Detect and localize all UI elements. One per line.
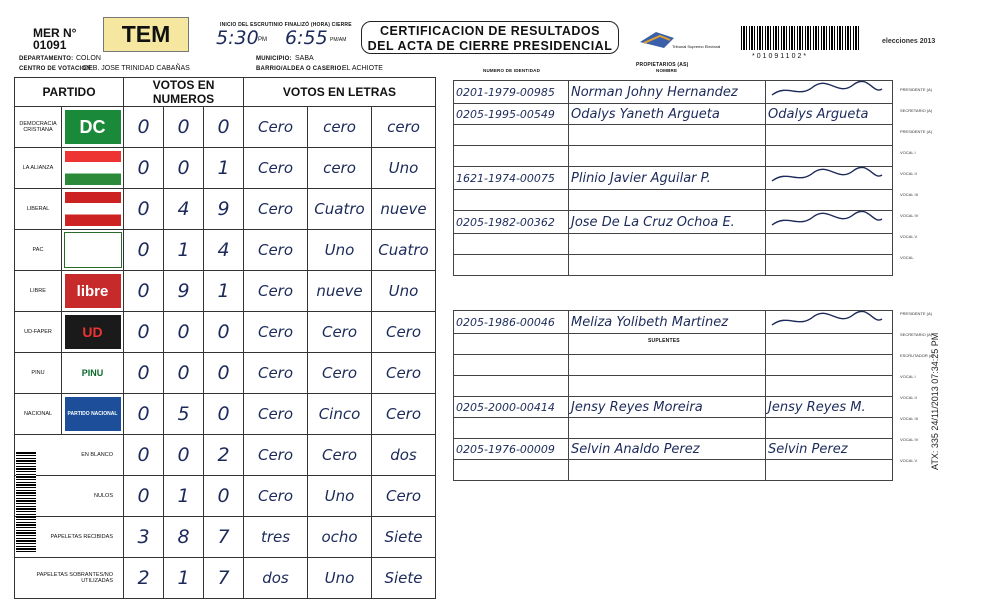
- member-signature: [766, 376, 893, 397]
- member-id: 0205-1986-00046: [454, 311, 569, 334]
- vote-digit: 4: [204, 230, 244, 271]
- role-label: SECRETARIO (A): [900, 107, 933, 113]
- vote-digit: 0: [204, 107, 244, 148]
- vote-word: nueve: [308, 271, 372, 312]
- departamento-label: DEPARTAMENTO:: [19, 56, 74, 62]
- vote-word: Uno: [308, 558, 372, 599]
- member-id: [454, 146, 569, 167]
- member-signature: [766, 81, 893, 104]
- vote-digit: 0: [124, 394, 164, 435]
- role-label: VOCAL II: [900, 394, 917, 400]
- member-id: [454, 125, 569, 146]
- member-signature: [766, 334, 893, 355]
- vote-word: Cero: [244, 230, 308, 271]
- vote-word: Cero: [372, 394, 436, 435]
- member-signature: Jensy Reyes M.: [766, 397, 893, 418]
- member-name: Jose De La Cruz Ochoa E.: [569, 211, 766, 234]
- results-table: [14, 77, 436, 599]
- member-signature: [766, 418, 893, 439]
- role-label: VOCAL V: [900, 457, 918, 463]
- member-name: [569, 190, 766, 211]
- member-id: [454, 190, 569, 211]
- signature-scribble: [768, 311, 886, 329]
- vote-word: dos: [244, 558, 308, 599]
- member-signature: Odalys Argueta: [766, 104, 893, 125]
- vote-digit: 9: [164, 271, 204, 312]
- member-row: [454, 146, 893, 167]
- party-name: LA ALIANZA: [15, 148, 62, 189]
- member-row: [454, 355, 893, 376]
- elecciones-logo: elecciones 2013: [882, 38, 936, 45]
- vote-word: Cero: [308, 353, 372, 394]
- member-signature: Selvin Perez: [766, 439, 893, 460]
- party-name: EN BLANCO: [15, 435, 124, 476]
- vote-digit: 0: [164, 312, 204, 353]
- role-label: VOCAL I: [900, 373, 916, 379]
- vote-digit: 0: [124, 148, 164, 189]
- vote-digit: 0: [204, 312, 244, 353]
- vote-word: ocho: [308, 517, 372, 558]
- member-row: [454, 190, 893, 211]
- member-id: [454, 460, 569, 481]
- members-table: [453, 80, 893, 481]
- barrio-value: EL ACHIOTE: [342, 65, 383, 72]
- member-row: [454, 81, 893, 104]
- member-id: [454, 255, 569, 276]
- vote-digit: 3: [124, 517, 164, 558]
- vote-digit: 0: [124, 353, 164, 394]
- member-signature: [766, 255, 893, 276]
- vote-word: cero: [308, 148, 372, 189]
- role-label: VOCAL IV: [900, 212, 919, 218]
- vote-digit: 1: [164, 558, 204, 599]
- member-row: [454, 104, 893, 125]
- party-logo-mark: [65, 151, 121, 185]
- title-box: [361, 21, 619, 54]
- vote-digit: 7: [204, 517, 244, 558]
- barrio-label: BARRIO/ALDEA O CASERIO:: [256, 66, 344, 72]
- vote-word: Uno: [308, 476, 372, 517]
- result-row: [15, 148, 436, 189]
- header-partido: PARTIDO: [15, 78, 124, 107]
- vote-digit: 0: [204, 353, 244, 394]
- party-logo-mark: [64, 232, 122, 268]
- vote-digit: 0: [204, 476, 244, 517]
- vote-digit: 0: [124, 189, 164, 230]
- result-row: [15, 558, 436, 599]
- municipio-label: MUNICIPIO:: [256, 56, 292, 62]
- role-label: ESCRUTADOR (A): [900, 352, 935, 358]
- tem-box: TEM: [103, 17, 189, 52]
- title-line-1: CERTIFICACION DE RESULTADOS: [380, 24, 600, 38]
- role-label: VOCAL I: [900, 149, 916, 155]
- party-logo: [62, 312, 124, 353]
- member-row: [454, 439, 893, 460]
- member-id: [454, 234, 569, 255]
- member-id: 0205-2000-00414: [454, 397, 569, 418]
- role-label: SECRETARIO (A): [900, 331, 933, 337]
- vote-word: Cero: [244, 312, 308, 353]
- vote-digit: 5: [164, 394, 204, 435]
- vote-word: Cero: [244, 394, 308, 435]
- party-logo: [62, 230, 124, 271]
- top-barcode-text: *01091102*: [752, 53, 809, 60]
- vote-digit: 7: [204, 558, 244, 599]
- centro-value: CEB. JOSE TRINIDAD CABAÑAS: [83, 65, 190, 72]
- vote-word: Cero: [244, 435, 308, 476]
- role-label: VOCAL III: [900, 191, 918, 197]
- member-signature: [766, 190, 893, 211]
- vote-word: Cero: [372, 353, 436, 394]
- party-logo-mark: DC: [65, 110, 121, 144]
- member-row: [454, 167, 893, 190]
- vote-word: Cero: [372, 476, 436, 517]
- member-row: [454, 460, 893, 481]
- member-signature: [766, 460, 893, 481]
- member-id: [454, 334, 569, 355]
- vote-word: Siete: [372, 517, 436, 558]
- member-id: 0205-1982-00362: [454, 211, 569, 234]
- vote-digit: 1: [204, 148, 244, 189]
- nombre-label: NOMBRE: [656, 68, 678, 73]
- vote-digit: 0: [164, 353, 204, 394]
- vote-word: Cero: [244, 189, 308, 230]
- member-name: [569, 355, 766, 376]
- vote-word: cero: [372, 107, 436, 148]
- party-logo: [62, 271, 124, 312]
- vote-word: nueve: [372, 189, 436, 230]
- member-name: Selvin Analdo Perez: [569, 439, 766, 460]
- member-id: 0205-1995-00549: [454, 104, 569, 125]
- member-id: [454, 355, 569, 376]
- member-name: Norman Johny Hernandez: [569, 81, 766, 104]
- result-row: [15, 107, 436, 148]
- signature-scribble: [768, 167, 886, 185]
- result-row: [15, 189, 436, 230]
- vote-digit: 0: [124, 107, 164, 148]
- top-barcode: [741, 26, 859, 50]
- vote-word: Uno: [308, 230, 372, 271]
- propietarios-label: PROPIETARIOS (AS): [636, 62, 689, 68]
- member-signature: [766, 311, 893, 334]
- party-name: UD-FAPER: [15, 312, 62, 353]
- member-name: [569, 146, 766, 167]
- vote-digit: 4: [164, 189, 204, 230]
- member-row: [454, 211, 893, 234]
- vote-word: Cuatro: [308, 189, 372, 230]
- member-name: Jensy Reyes Moreira: [569, 397, 766, 418]
- time-label: INICIO DEL ESCRUTINIO FINALIZÓ (HORA) CIERRE: [220, 22, 352, 28]
- member-id: 1621-1974-00075: [454, 167, 569, 190]
- vote-word: Uno: [372, 148, 436, 189]
- member-signature: [766, 211, 893, 234]
- vote-digit: 0: [164, 148, 204, 189]
- pm-label-1: PM: [258, 37, 267, 43]
- spacer-row: [454, 276, 893, 311]
- member-name: Odalys Yaneth Argueta: [569, 104, 766, 125]
- party-logo-mark: PINU: [65, 356, 121, 390]
- member-row: [454, 311, 893, 334]
- party-logo-mark: PARTIDO NACIONAL: [65, 397, 121, 431]
- signature-scribble: [768, 211, 886, 229]
- vote-word: Cero: [244, 476, 308, 517]
- party-name: LIBRE: [15, 271, 62, 312]
- vote-digit: 0: [204, 394, 244, 435]
- municipio-value: SABA: [295, 55, 314, 62]
- vote-word: Siete: [372, 558, 436, 599]
- signature-scribble: [768, 81, 886, 99]
- header-votos-numeros: VOTOS EN NUMEROS: [124, 78, 244, 107]
- member-row: [454, 397, 893, 418]
- role-label: VOCAL: [900, 254, 914, 260]
- vote-digit: 0: [124, 230, 164, 271]
- role-label: VOCAL IV: [900, 436, 919, 442]
- role-label: PRESIDENTE (A): [900, 86, 933, 92]
- vote-word: Cero: [244, 148, 308, 189]
- vote-digit: 0: [164, 435, 204, 476]
- member-row: [454, 255, 893, 276]
- party-logo-mark: UD: [65, 315, 121, 349]
- vote-word: Cero: [372, 312, 436, 353]
- header-votos-letras: VOTOS EN LETRAS: [244, 78, 436, 107]
- vote-digit: 1: [164, 476, 204, 517]
- member-signature: [766, 355, 893, 376]
- result-row: [15, 271, 436, 312]
- role-label: PRESIDENTE (A): [900, 310, 933, 316]
- party-name: LIBERAL: [15, 189, 62, 230]
- vote-word: tres: [244, 517, 308, 558]
- vote-word: Cero: [244, 107, 308, 148]
- member-id: [454, 418, 569, 439]
- member-row: [454, 418, 893, 439]
- party-name: PAPELETAS RECIBIDAS: [15, 517, 124, 558]
- result-row: [15, 394, 436, 435]
- vote-word: Cero: [244, 353, 308, 394]
- member-name: [569, 234, 766, 255]
- side-stamp: ATX: 335 24/11/2013 07:34:25 PM: [930, 332, 940, 470]
- vote-word: Cinco: [308, 394, 372, 435]
- vote-digit: 0: [124, 271, 164, 312]
- party-name: PAPELETAS SOBRANTES/NO UTILIZADAS: [15, 558, 124, 599]
- vote-digit: 8: [164, 517, 204, 558]
- party-logo: [62, 353, 124, 394]
- role-label: VOCAL III: [900, 415, 918, 421]
- party-name: DEMOCRACIA CRISTIANA: [15, 107, 62, 148]
- member-signature: [766, 167, 893, 190]
- party-name: PINU: [15, 353, 62, 394]
- party-logo-mark: libre: [65, 274, 121, 308]
- pm-label-2: PM/AM: [330, 37, 347, 43]
- party-name: PAC: [15, 230, 62, 271]
- member-row: [454, 376, 893, 397]
- result-row: [15, 230, 436, 271]
- member-signature: [766, 125, 893, 146]
- vote-digit: 1: [204, 271, 244, 312]
- member-name: [569, 376, 766, 397]
- party-logo: [62, 107, 124, 148]
- centro-label: CENTRO DE VOTACION:: [19, 66, 94, 72]
- result-row: [15, 517, 436, 558]
- result-row: [15, 476, 436, 517]
- member-name: [569, 460, 766, 481]
- time-end: 6:55: [285, 27, 328, 49]
- result-row: [15, 435, 436, 476]
- mer-label: MER N°: [33, 26, 77, 40]
- vote-digit: 0: [124, 312, 164, 353]
- vote-word: dos: [372, 435, 436, 476]
- vote-digit: 0: [164, 107, 204, 148]
- party-logo: [62, 148, 124, 189]
- vote-digit: 2: [204, 435, 244, 476]
- party-name: NULOS: [15, 476, 124, 517]
- member-name: Meliza Yolibeth Martinez: [569, 311, 766, 334]
- vote-digit: 9: [204, 189, 244, 230]
- vote-digit: 0: [124, 435, 164, 476]
- vote-word: Cero: [308, 312, 372, 353]
- member-id: [454, 376, 569, 397]
- vote-word: Cuatro: [372, 230, 436, 271]
- member-signature: [766, 234, 893, 255]
- mer-number: 01091: [33, 38, 67, 52]
- result-row: [15, 353, 436, 394]
- party-logo: [62, 394, 124, 435]
- result-row: [15, 312, 436, 353]
- party-logo: [62, 189, 124, 230]
- member-name: [569, 334, 766, 355]
- time-start: 5:30: [216, 27, 259, 49]
- vote-digit: 2: [124, 558, 164, 599]
- member-name: Plinio Javier Aguilar P.: [569, 167, 766, 190]
- party-logo-mark: [65, 192, 121, 226]
- vote-word: Cero: [244, 271, 308, 312]
- vote-word: Cero: [308, 435, 372, 476]
- member-name: [569, 125, 766, 146]
- vote-word: Uno: [372, 271, 436, 312]
- role-label: VOCAL II: [900, 170, 917, 176]
- party-name: NACIONAL: [15, 394, 62, 435]
- title-line-2: DEL ACTA DE CIERRE PRESIDENCIAL: [367, 39, 613, 53]
- member-signature: [766, 146, 893, 167]
- member-name: [569, 418, 766, 439]
- member-row: [454, 234, 893, 255]
- tse-text: Tribunal Supremo Electoral: [672, 44, 721, 49]
- vote-digit: 1: [164, 230, 204, 271]
- suplentes-label: SUPLENTES: [648, 338, 680, 344]
- member-id: 0201-1979-00985: [454, 81, 569, 104]
- vote-word: cero: [308, 107, 372, 148]
- member-row: [454, 334, 893, 355]
- member-row: [454, 125, 893, 146]
- departamento-value: COLON: [76, 55, 101, 62]
- role-label: VOCAL V: [900, 233, 918, 239]
- identidad-label: NUMERO DE IDENTIDAD: [483, 68, 541, 73]
- member-id: 0205-1976-00009: [454, 439, 569, 460]
- member-name: [569, 255, 766, 276]
- side-barcode: [16, 452, 36, 552]
- vote-digit: 0: [124, 476, 164, 517]
- role-label: PRESIDENTE (A): [900, 128, 933, 134]
